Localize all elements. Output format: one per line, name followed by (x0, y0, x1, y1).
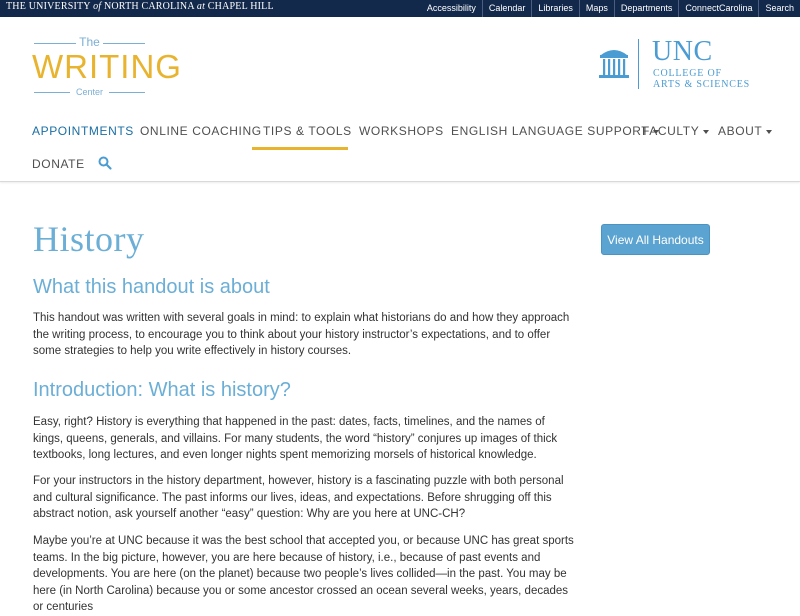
utility-link-connectcarolina[interactable]: ConnectCarolina (678, 0, 758, 17)
caret-down-icon (703, 130, 709, 134)
nav-workshops[interactable]: WORKSHOPS (359, 124, 444, 138)
section-heading-about: What this handout is about (33, 276, 270, 298)
nav-tips-tools[interactable]: TIPS & TOOLS (263, 124, 352, 138)
paragraph-intro-3: Maybe you’re at UNC because it was the best school that accepted you, or because UNC has great sports teams. In the big picture, however, you are here because of history, i.e., because of past events and developments. You are here (on the planet) because two people’s lives collided—in the past. You may be here (in North Carolina) because you or some ancestor crossed an ocean several weeks, years, decades or centuries (33, 535, 574, 613)
unc-wordmark: UNC (652, 36, 713, 67)
view-all-handouts-button[interactable]: View All Handouts (601, 224, 710, 255)
college-name-line1: COLLEGE OF (653, 68, 722, 79)
logo-divider (638, 39, 639, 89)
caret-down-icon (766, 130, 772, 134)
nav-donate[interactable]: DONATE (32, 157, 85, 171)
nav-online-coaching[interactable]: ONLINE COACHING (140, 124, 262, 138)
utility-link-accessibility[interactable]: Accessibility (426, 3, 476, 13)
unc-college-logo[interactable] (598, 36, 768, 91)
utility-links (421, 0, 800, 17)
nav-about[interactable] (718, 124, 772, 138)
page-title: History (33, 219, 145, 259)
nav-faculty[interactable] (642, 124, 709, 138)
writing-center-logo[interactable] (32, 35, 182, 97)
logo-center-text: Center (75, 87, 103, 97)
university-top-bar (0, 0, 800, 17)
site-header (0, 17, 800, 182)
old-well-icon (598, 43, 630, 81)
utility-link-search[interactable]: Search (758, 0, 800, 17)
college-name-line2: ARTS & SCIENCES (653, 79, 750, 90)
logo-the-text: The (79, 35, 100, 49)
nav-about-label: ABOUT (718, 124, 763, 138)
utility-link-maps[interactable]: Maps (579, 0, 614, 17)
main-content (0, 182, 800, 613)
college-name (653, 68, 750, 90)
utility-link-departments[interactable]: Departments (614, 0, 679, 17)
utility-link-calendar[interactable]: Calendar (482, 0, 532, 17)
logo-writing-text: WRITING (32, 48, 182, 85)
university-name-link[interactable]: THE UNIVERSITY of NORTH CAROLINA at CHAPEL HILL (6, 1, 274, 12)
nav-active-indicator (252, 147, 348, 150)
nav-english-language-support[interactable] (451, 124, 659, 138)
paragraph-intro-1: Easy, right? History is everything that happened in the past: dates, facts, timelines, and the names of kings, queens, generals, and villains. For many students, the word “history” conjures up images of thick textbooks, long lectures, and even longer nights spent memorizing morsels of historical knowledge. (33, 416, 558, 461)
search-icon[interactable] (98, 156, 112, 170)
nav-english-label: ENGLISH LANGUAGE SUPPORT (451, 124, 650, 138)
section-heading-introduction: Introduction: What is history? (33, 379, 291, 401)
paragraph-intro-2: For your instructors in the history department, however, history is a fascinating puzzle with both personal and cultural significance. The past informs our lives, ideas, and expectations. Before shrugging off this abstract notion, ask yourself another “easy” question: Why are you here at UNC-CH? (33, 475, 564, 520)
nav-appointments[interactable]: APPOINTMENTS (32, 124, 134, 138)
nav-faculty-label: FACULTY (642, 124, 700, 138)
paragraph-about: This handout was written with several goals in mind: to explain what historians do and how they approach the writing process, to encourage you to think about your history instructor’s expectations, and to offer some strategies to help you write effectively in history courses. (33, 312, 570, 357)
utility-link-libraries[interactable]: Libraries (531, 0, 579, 17)
